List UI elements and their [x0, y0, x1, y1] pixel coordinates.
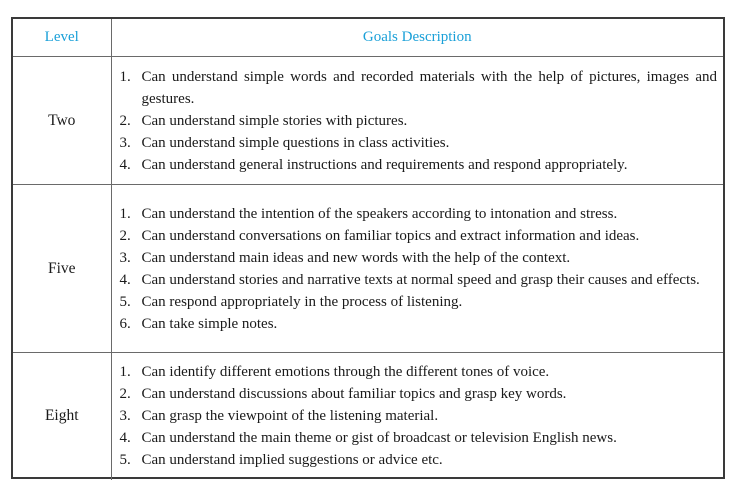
goal-item — [120, 154, 718, 176]
goal-number: 5. — [119, 452, 131, 469]
goal-item — [120, 110, 718, 132]
goal-text: Can understand discussions about familiar topics and grasp key words. — [141, 386, 567, 403]
goal-text: Can understand simple questions in class activities. — [141, 134, 450, 151]
goal-text: Can understand the main theme or gist of broadcast or television English news. — [141, 430, 617, 447]
goal-text: Can understand stories and narrative texts at normal speed and grasp their causes and effects. — [141, 271, 700, 288]
goal-text: Can grasp the viewpoint of the listening material. — [141, 408, 439, 425]
goals-cell — [111, 353, 723, 480]
table-row-level-five — [13, 185, 723, 353]
goal-number: 4. — [119, 430, 131, 447]
goal-number: 2. — [119, 386, 131, 403]
goal-item — [120, 225, 718, 247]
goal-number: 3. — [119, 249, 131, 266]
goal-item — [120, 291, 718, 313]
goal-number: 1. — [119, 205, 131, 222]
goal-number: 2. — [119, 112, 131, 129]
goals-column-header: Goals Description — [111, 19, 723, 57]
goal-item — [120, 427, 718, 449]
goal-text: Can understand the intention of the speakers according to intonation and stress. — [141, 205, 618, 222]
goal-text: Can respond appropriately in the process of listening. — [141, 293, 463, 310]
goal-text: Can understand implied suggestions or advice etc. — [141, 452, 443, 469]
goals-cell — [111, 57, 723, 185]
level-column-header: Level — [13, 19, 111, 57]
level-cell: Two — [13, 57, 111, 185]
goal-item — [120, 203, 718, 225]
goal-number: 6. — [119, 315, 131, 332]
goal-item — [120, 449, 718, 471]
goal-number: 3. — [119, 408, 131, 425]
goals-list — [120, 361, 718, 471]
goals-table — [13, 19, 723, 480]
goal-text: Can understand general instructions and requirements and respond appropriately. — [141, 156, 628, 173]
goals-list — [120, 66, 718, 176]
level-cell: Five — [13, 185, 111, 353]
goal-item — [120, 132, 718, 154]
table-row-level-two — [13, 57, 723, 185]
goal-number: 4. — [119, 156, 131, 173]
goal-number: 1. — [119, 68, 131, 85]
goal-item — [120, 405, 718, 427]
goal-text: Can identify different emotions through the different tones of voice. — [141, 364, 550, 381]
goal-text: Can take simple notes. — [141, 315, 278, 332]
level-cell: Eight — [13, 353, 111, 480]
goal-item — [120, 313, 718, 335]
goal-text: Can understand main ideas and new words with the help of the context. — [141, 249, 571, 266]
goal-item — [120, 269, 718, 291]
goal-text: Can understand simple words and recorded materials with the help of pictures, images and gestures. — [141, 68, 717, 107]
goal-item — [120, 361, 718, 383]
goal-number: 1. — [119, 364, 131, 381]
goals-list — [120, 203, 718, 335]
goals-cell — [111, 185, 723, 353]
goal-number: 2. — [119, 227, 131, 244]
goal-number: 5. — [119, 293, 131, 310]
goal-item — [120, 66, 718, 110]
goal-number: 3. — [119, 134, 131, 151]
goals-table-frame — [11, 17, 725, 479]
table-header-row — [13, 19, 723, 57]
goal-item — [120, 383, 718, 405]
goal-text: Can understand conversations on familiar topics and extract information and ideas. — [141, 227, 640, 244]
goal-text: Can understand simple stories with pictures. — [141, 112, 408, 129]
table-row-level-eight — [13, 353, 723, 480]
goal-number: 4. — [119, 271, 131, 288]
goal-item — [120, 247, 718, 269]
